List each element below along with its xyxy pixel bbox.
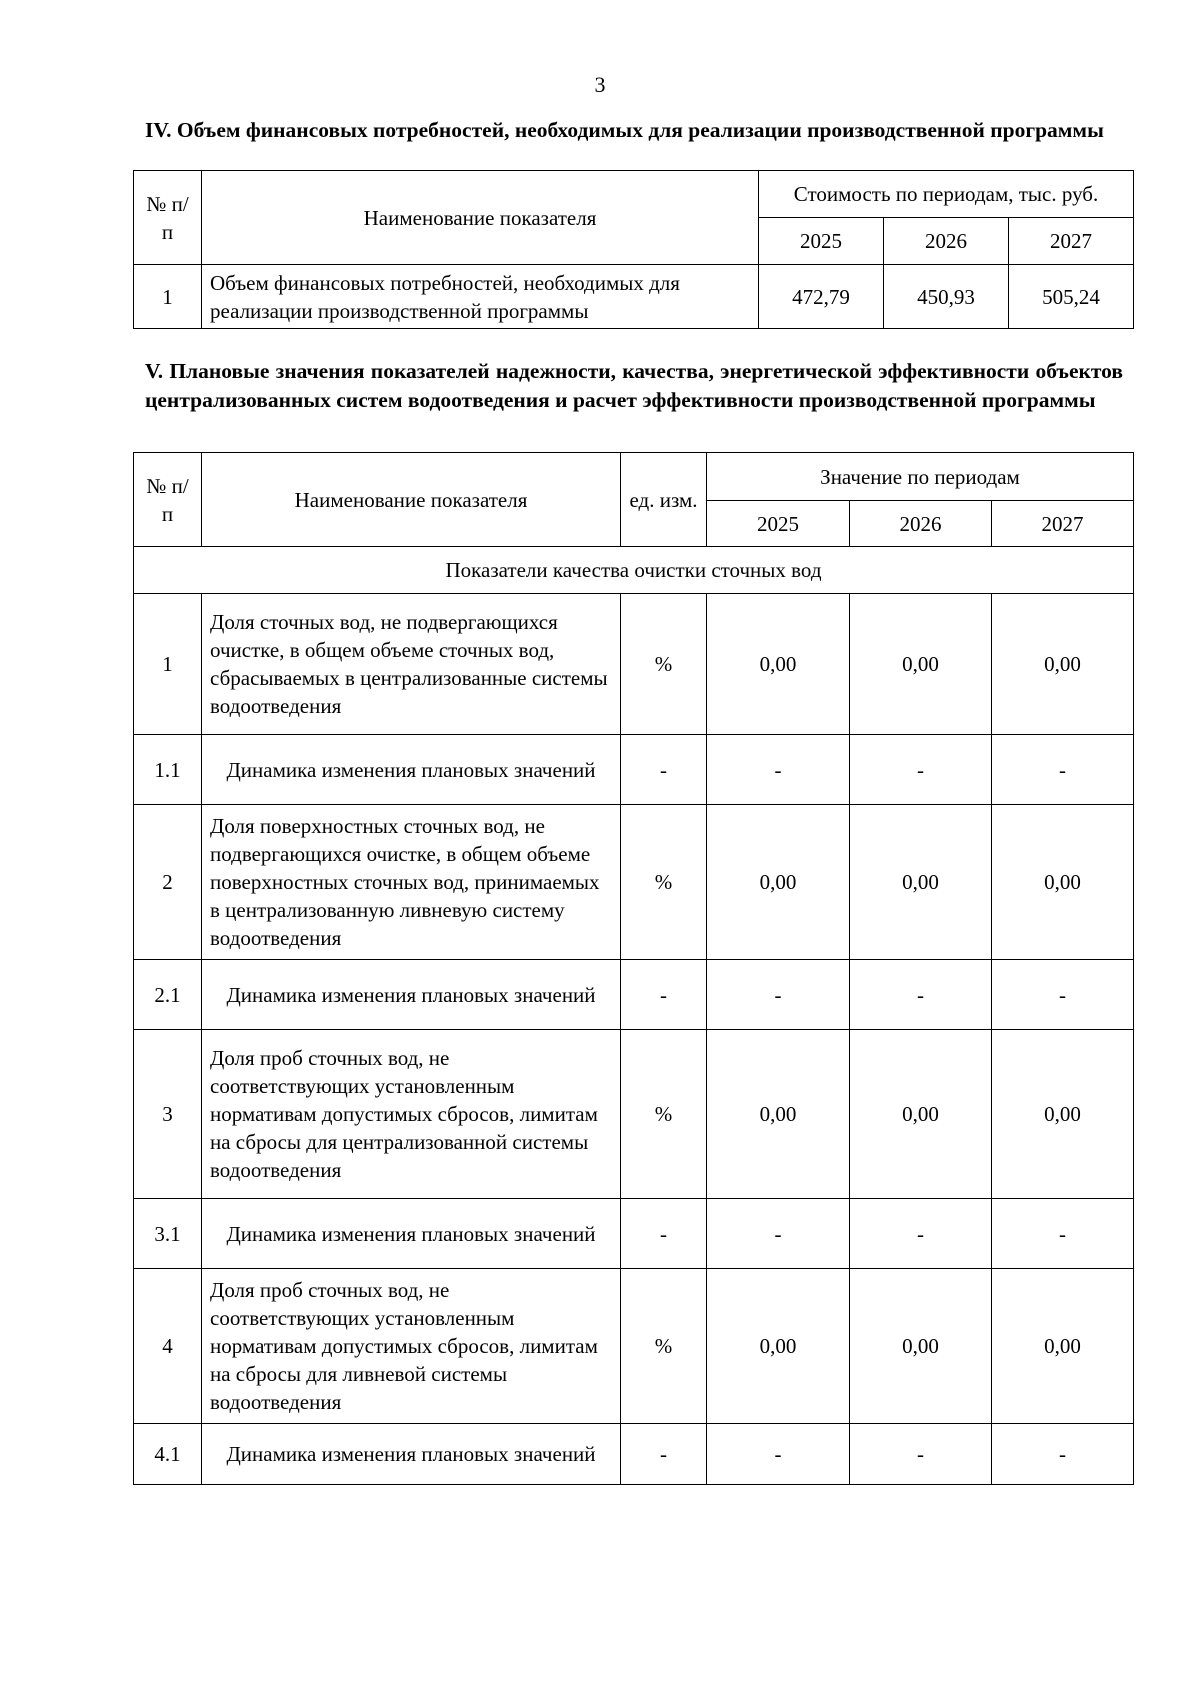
header-unit: ед. изм. bbox=[621, 453, 707, 547]
row-value-2025: 0,00 bbox=[707, 594, 850, 735]
row-unit: % bbox=[621, 1269, 707, 1424]
row-value-2026: 0,00 bbox=[850, 1269, 992, 1424]
table-row bbox=[134, 735, 1134, 805]
row-unit: % bbox=[621, 594, 707, 735]
row-value-2025: 0,00 bbox=[707, 805, 850, 960]
table-row bbox=[134, 1030, 1134, 1199]
row-value-2027: - bbox=[992, 1199, 1134, 1269]
header-num: № п/п bbox=[134, 171, 202, 265]
row-value-2025: - bbox=[707, 960, 850, 1030]
row-unit: - bbox=[621, 960, 707, 1030]
row-num: 4.1 bbox=[134, 1424, 202, 1485]
section-4-heading: IV. Объем финансовых потребностей, необходимых для реализации производственной программы bbox=[145, 118, 1104, 142]
table-row bbox=[134, 1269, 1134, 1424]
row-name: Динамика изменения плановых значений bbox=[202, 960, 621, 1030]
row-value-2026: 450,93 bbox=[884, 265, 1009, 329]
row-value-2027: - bbox=[992, 960, 1134, 1030]
table-row bbox=[134, 1424, 1134, 1485]
row-value-2026: 0,00 bbox=[850, 594, 992, 735]
table-row bbox=[134, 594, 1134, 735]
row-num: 2.1 bbox=[134, 960, 202, 1030]
row-num: 2 bbox=[134, 805, 202, 960]
row-value-2026: 0,00 bbox=[850, 805, 992, 960]
row-value-2027: - bbox=[992, 735, 1134, 805]
row-name: Динамика изменения плановых значений bbox=[202, 735, 621, 805]
row-value-2026: 0,00 bbox=[850, 1030, 992, 1199]
row-value-2025: 0,00 bbox=[707, 1030, 850, 1199]
row-num: 1.1 bbox=[134, 735, 202, 805]
header-year: 2026 bbox=[850, 501, 992, 547]
group-title: Показатели качества очистки сточных вод bbox=[134, 547, 1134, 594]
header-year: 2025 bbox=[707, 501, 850, 547]
row-value-2026: - bbox=[850, 735, 992, 805]
table-row bbox=[134, 805, 1134, 960]
table-row bbox=[134, 960, 1134, 1030]
header-year: 2026 bbox=[884, 218, 1009, 265]
row-value-2027: - bbox=[992, 1424, 1134, 1485]
row-name: Объем финансовых потребностей, необходимых для реализации производственной программы bbox=[202, 265, 759, 329]
row-value-2025: - bbox=[707, 1199, 850, 1269]
row-value-2027: 0,00 bbox=[992, 805, 1134, 960]
row-value-2027: 0,00 bbox=[992, 1030, 1134, 1199]
financial-needs-table bbox=[133, 170, 1134, 329]
row-name: Динамика изменения плановых значений bbox=[202, 1199, 621, 1269]
row-num: 1 bbox=[134, 594, 202, 735]
row-unit: % bbox=[621, 805, 707, 960]
header-year: 2025 bbox=[759, 218, 884, 265]
section-5-heading: V. Плановые значения показателей надежности, качества, энергетической эффективности объектов централизованных систем водоотведения и расчет эффективности производственной программы bbox=[145, 359, 1123, 412]
header-cost: Стоимость по периодам, тыс. руб. bbox=[759, 171, 1134, 218]
row-value-2026: - bbox=[850, 1199, 992, 1269]
row-name: Доля проб сточных вод, не соответствующих установленным нормативам допустимых сбросов, лимитам на сбросы для централизованной системы водоотведения bbox=[202, 1030, 621, 1199]
row-unit: - bbox=[621, 1199, 707, 1269]
row-value-2027: 505,24 bbox=[1009, 265, 1134, 329]
table-row bbox=[134, 265, 1134, 329]
header-year: 2027 bbox=[992, 501, 1134, 547]
header-value: Значение по периодам bbox=[707, 453, 1134, 501]
row-name: Доля сточных вод, не подвергающихся очистке, в общем объеме сточных вод, сбрасываемых в централизованные системы водоотведения bbox=[202, 594, 621, 735]
row-value-2027: 0,00 bbox=[992, 594, 1134, 735]
row-unit: - bbox=[621, 1424, 707, 1485]
row-value-2027: 0,00 bbox=[992, 1269, 1134, 1424]
row-unit: - bbox=[621, 735, 707, 805]
row-name: Доля поверхностных сточных вод, не подвергающихся очистке, в общем объеме поверхностных сточных вод, принимаемых в централизованную ливневую систему водоотведения bbox=[202, 805, 621, 960]
row-value-2026: - bbox=[850, 1424, 992, 1485]
header-num: № п/п bbox=[134, 453, 202, 547]
page-number: 3 bbox=[594, 72, 606, 97]
row-value-2025: 472,79 bbox=[759, 265, 884, 329]
table-row bbox=[134, 1199, 1134, 1269]
header-year: 2027 bbox=[1009, 218, 1134, 265]
row-num: 3 bbox=[134, 1030, 202, 1199]
row-num: 3.1 bbox=[134, 1199, 202, 1269]
row-num: 1 bbox=[134, 265, 202, 329]
row-value-2026: - bbox=[850, 960, 992, 1030]
row-unit: % bbox=[621, 1030, 707, 1199]
row-value-2025: 0,00 bbox=[707, 1269, 850, 1424]
row-value-2025: - bbox=[707, 1424, 850, 1485]
row-name: Доля проб сточных вод, не соответствующих установленным нормативам допустимых сбросов, лимитам на сбросы для ливневой системы водоотведения bbox=[202, 1269, 621, 1424]
row-name: Динамика изменения плановых значений bbox=[202, 1424, 621, 1485]
row-num: 4 bbox=[134, 1269, 202, 1424]
header-name: Наименование показателя bbox=[202, 171, 759, 265]
row-value-2025: - bbox=[707, 735, 850, 805]
header-name: Наименование показателя bbox=[202, 453, 621, 547]
performance-indicators-table bbox=[133, 452, 1134, 1485]
